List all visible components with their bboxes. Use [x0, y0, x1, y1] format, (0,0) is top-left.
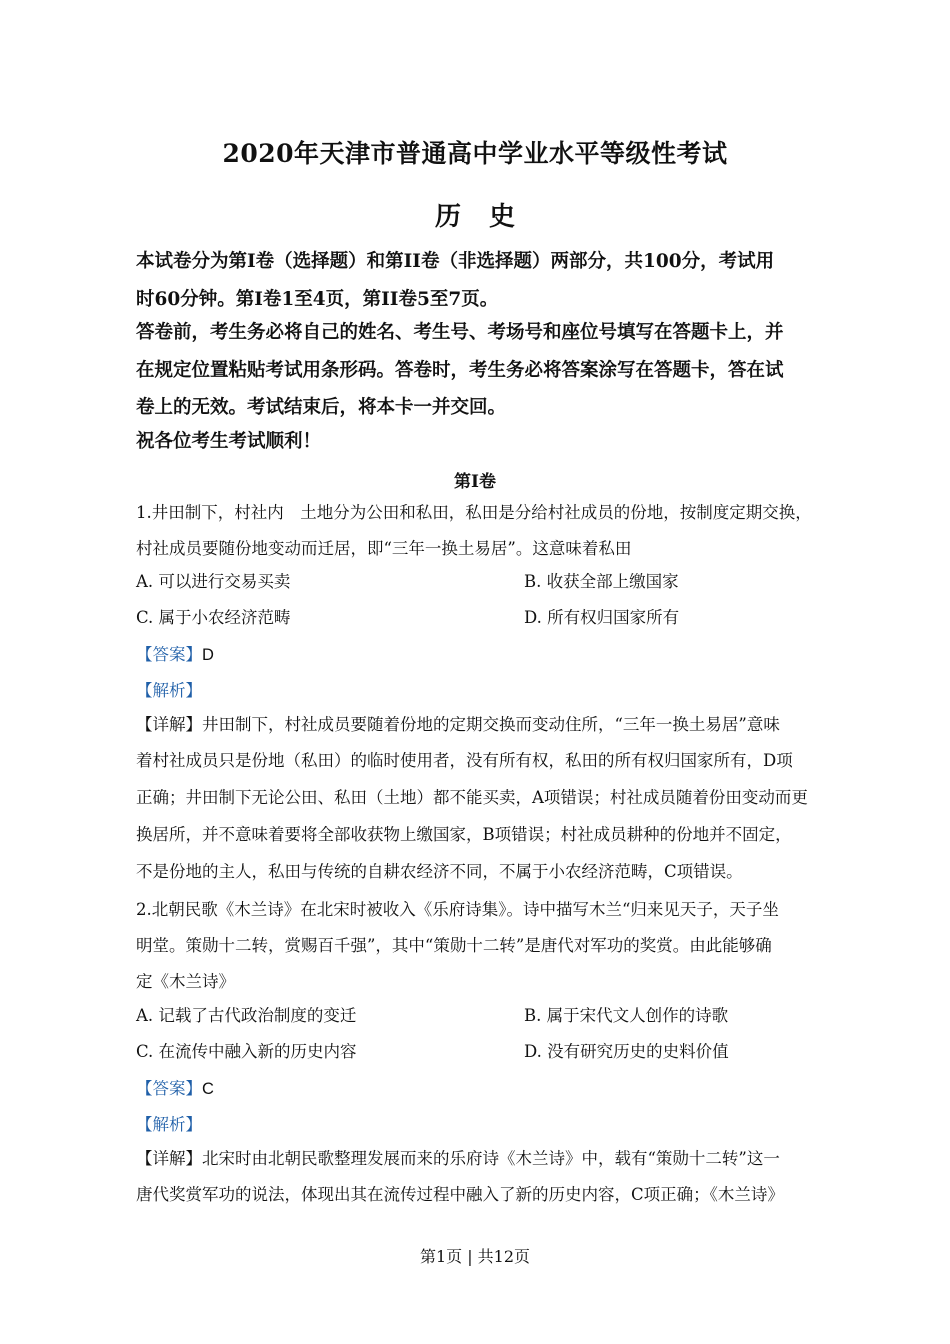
- answer-value: D: [202, 646, 214, 664]
- question-stem-line: 明堂。策勋十二转，赏赐百千强”，其中“策勋十二转”是唐代对军功的奖赏。由此能够确: [136, 936, 772, 955]
- detail-line: 着村社成员只是份地（私田）的临时使用者，没有所有权，私田的所有权归国家所有，D项: [136, 751, 793, 770]
- answer-line: [136, 1077, 816, 1101]
- option-b: B. 属于宋代文人创作的诗歌: [524, 1006, 729, 1025]
- analysis-label: [136, 679, 816, 703]
- question-stem-line: 定《木兰诗》: [136, 972, 235, 991]
- option-c: C. 在流传中融入新的历史内容: [136, 1042, 357, 1061]
- answer-line: [136, 643, 816, 667]
- detail-line: [136, 713, 816, 737]
- question-stem-line: 1.井田制下，村社内 土地分为公田和私田，私田是分给村社成员的份地，按制度定期交换，: [136, 503, 812, 522]
- option-a: A. 可以进行交易买卖: [136, 572, 291, 591]
- answer-label: 【答案】: [136, 1079, 202, 1098]
- intro-line: 答卷前，考生务必将自己的姓名、考生号、考场号和座位号填写在答题卡上，并: [136, 322, 784, 343]
- answer-value: C: [202, 1080, 214, 1098]
- option-d: D. 没有研究历史的史料价值: [524, 1042, 729, 1061]
- detail-text: 北宋时由北朝民歌整理发展而来的乐府诗《木兰诗》中，载有“策勋十二转”这一: [202, 1149, 780, 1168]
- option-b: B. 收获全部上缴国家: [524, 572, 679, 591]
- answer-label: 【答案】: [136, 645, 202, 664]
- detail-text: 井田制下，村社成员要随着份地的定期交换而变动住所，“三年一换土易居”意味: [202, 715, 780, 734]
- analysis-label: [136, 1113, 816, 1137]
- intro-line: 祝各位考生考试顺利！: [136, 431, 322, 452]
- detail-line: 换居所，并不意味着要将全部收获物上缴国家，B项错误；村社成员耕种的份地并不固定，: [136, 825, 792, 844]
- subject-title: 历史: [434, 202, 543, 232]
- option-c: C. 属于小农经济范畴: [136, 608, 291, 627]
- intro-line: 本试卷分为第Ⅰ卷（选择题）和第II卷（非选择题）两部分，共100分，考试用: [136, 251, 775, 272]
- detail-line: 唐代奖赏军功的说法，体现出其在流传过程中融入了新的历史内容，C项正确；《木兰诗》: [136, 1185, 784, 1204]
- detail-label: 【详解】: [136, 1149, 202, 1168]
- intro-line: 在规定位置粘贴考试用条形码。答卷时，考生务必将答案涂写在答题卡，答在试: [136, 360, 784, 381]
- question-stem-line: 村社成员要随份地变动而迁居，即“三年一换土易居”。这意味着私田: [136, 539, 632, 558]
- question-stem-line: 2.北朝民歌《木兰诗》在北宋时被收入《乐府诗集》。诗中描写木兰“归来见天子，天子坐: [136, 900, 779, 919]
- detail-line: 不是份地的主人，私田与传统的自耕农经济不同，不属于小农经济范畴，C项错误。: [136, 862, 743, 881]
- analysis-label-text: 【解析】: [136, 1115, 202, 1134]
- exam-title: 2020年天津市普通高中学业水平等级性考试: [222, 139, 728, 168]
- detail-line: [136, 1147, 816, 1171]
- analysis-label-text: 【解析】: [136, 681, 202, 700]
- intro-line: 时60分钟。第Ⅰ卷1至4页，第II卷5至7页。: [136, 289, 499, 310]
- detail-label: 【详解】: [136, 715, 202, 734]
- option-d: D. 所有权归国家所有: [524, 608, 680, 627]
- intro-line: 卷上的无效。考试结束后，将本卡一并交回。: [136, 397, 507, 418]
- page-footer: 第1页 | 共12页: [419, 1247, 531, 1266]
- detail-line: 正确；井田制下无论公田、私田（土地）都不能买卖，A项错误；村社成员随着份田变动而更: [136, 788, 808, 807]
- option-a: A. 记载了古代政治制度的变迁: [136, 1006, 357, 1025]
- section-title: 第Ⅰ卷: [454, 472, 496, 492]
